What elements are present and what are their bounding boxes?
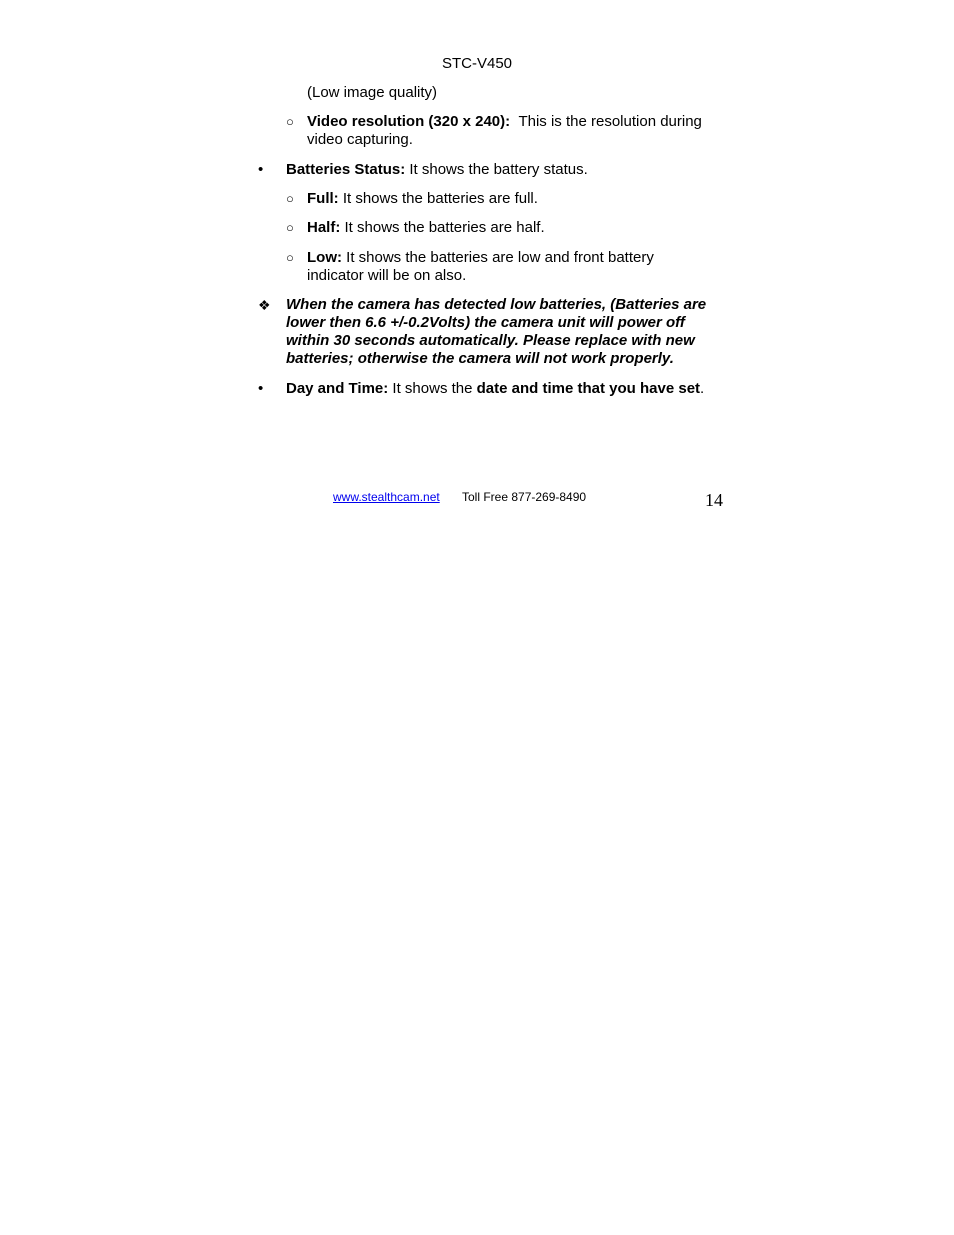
battery-low-text: It shows the batteries are low and front battery <box>342 249 654 266</box>
batteries-status-label: Batteries Status: <box>286 161 406 178</box>
diamond-bullet-icon: ❖ <box>258 297 271 313</box>
bullet-icon: • <box>258 380 264 397</box>
bullet-icon: • <box>258 161 264 178</box>
batteries-status-item <box>286 161 588 179</box>
battery-half-item <box>307 219 545 237</box>
day-time-period: . <box>700 380 705 397</box>
battery-full-item <box>307 190 538 208</box>
day-time-bold-text: date and time that you have set <box>476 380 701 397</box>
low-battery-warning-line-4: batteries; otherwise the camera will not work properly. <box>286 350 674 367</box>
low-image-quality-text: (Low image quality) <box>307 84 438 101</box>
day-time-label: Day and Time: <box>286 380 389 397</box>
battery-full-label: Full: <box>307 190 339 207</box>
day-time-text: It shows the <box>388 380 477 397</box>
sub-bullet-icon: ○ <box>286 220 294 235</box>
battery-low-item <box>307 249 654 267</box>
battery-low-label: Low: <box>307 249 342 266</box>
sub-bullet-icon: ○ <box>286 191 294 206</box>
sub-bullet-icon: ○ <box>286 114 294 129</box>
video-resolution-item <box>307 113 702 131</box>
page-number: 14 <box>705 490 723 510</box>
sub-bullet-icon: ○ <box>286 250 294 265</box>
low-battery-warning-line-1: When the camera has detected low batteries, (Batteries are <box>286 296 707 313</box>
battery-half-text: It shows the batteries are half. <box>340 219 545 236</box>
battery-full-text: It shows the batteries are full. <box>338 190 538 207</box>
video-resolution-text-cont: video capturing. <box>307 131 413 148</box>
low-battery-warning-line-3: within 30 seconds automatically. Please replace with new <box>286 332 695 349</box>
batteries-status-text: It shows the battery status. <box>405 161 588 178</box>
day-time-item <box>286 380 704 398</box>
battery-half-label: Half: <box>307 219 341 236</box>
toll-free-phone: Toll Free 877-269-8490 <box>462 490 587 504</box>
website-link[interactable]: www.stealthcam.net <box>333 490 440 504</box>
video-resolution-label: Video resolution (320 x 240): <box>307 113 511 130</box>
page-header-model: STC-V450 <box>441 55 513 72</box>
video-resolution-text: This is the resolution during <box>518 113 702 130</box>
low-battery-warning-line-2: lower then 6.6 +/-0.2Volts) the camera unit will power off <box>286 314 685 331</box>
battery-low-text-cont: indicator will be on also. <box>307 267 467 284</box>
